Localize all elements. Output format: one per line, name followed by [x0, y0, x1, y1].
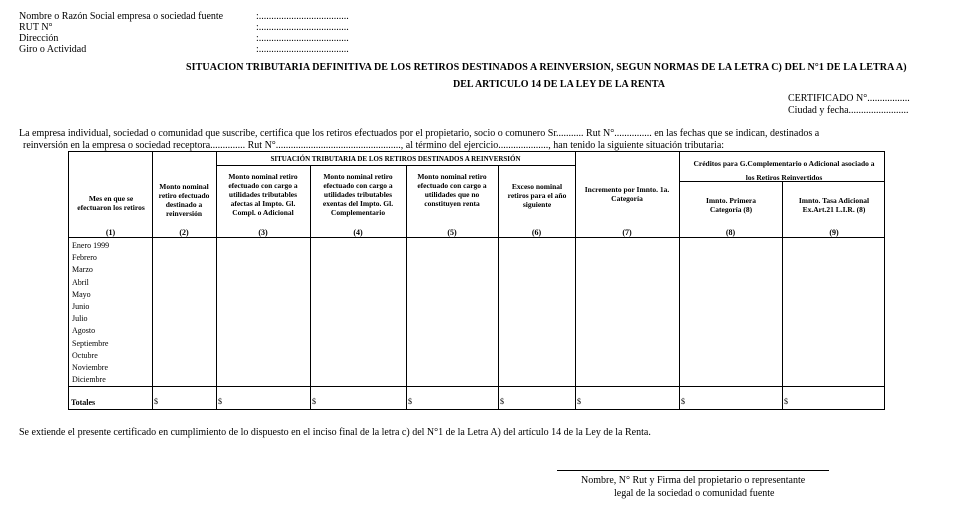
certificate-info	[788, 93, 910, 117]
col-num-7: (7)	[622, 228, 632, 237]
col-num-3: (3)	[258, 228, 268, 237]
col-header-taxable-affected: Monto nominal retiro efectuado con cargo a utilidades tributables afectas al Impto. Gl. Compl. o Adicional	[228, 172, 298, 217]
address-field[interactable]: :....................................	[256, 33, 349, 44]
col-header-increment: Incremento por Imnto. 1a. Categoría	[584, 185, 670, 203]
col-num-5: (5)	[447, 228, 457, 237]
col-header-non-income: Monto nominal retiro efectuado con cargo a utilidades que no constituyen renta	[417, 172, 487, 208]
month-row-label: Julio	[72, 314, 88, 324]
legal-footnote: Se extiende el presente certificado en cumplimiento de lo dispuesto en el inciso final de la letra c) del N°1 de la Letra A) del artículo 14 de la Ley de la Renta.	[19, 427, 651, 438]
rut-label: RUT N°	[19, 22, 53, 33]
month-row-label: Junio	[72, 302, 90, 311]
month-row-label: Noviembre	[72, 363, 108, 372]
month-row-label: Febrero	[72, 253, 97, 263]
month-row-label: Abril	[72, 277, 89, 287]
activity-label: Giro o Actividad	[19, 44, 87, 55]
address-label: Dirección	[19, 33, 59, 44]
col-header-nominal-amount: Monto nominal retiro efectuado destinado a reinversión	[158, 182, 210, 218]
group-header-tax-situation: SITUACIÓN TRIBUTARIA DE LOS RETIROS DESTINADOS A REINVERSIÓN	[270, 155, 521, 163]
col-header-taxable-exempt: Monto nominal retiro efectuado con cargo a utilidades tributables exentas del Impto. Gl. Complementario	[322, 172, 394, 217]
certificate-number[interactable]: CERTIFICADO N°.................	[788, 93, 910, 104]
col-header-month: Mes en que se efectuaron los retiros	[77, 194, 145, 212]
total-cell-7[interactable]: $	[577, 397, 581, 406]
col-num-4: (4)	[353, 228, 363, 237]
month-row-label: Marzo	[72, 265, 93, 275]
group-header-credits: Créditos para G.Complementario o Adicional asociado a los Retiros Reinvertidos	[693, 159, 875, 182]
document-title-line2: DEL ARTICULO 14 DE LA LEY DE LA RENTA	[453, 79, 665, 90]
col-num-9: (9)	[829, 228, 839, 237]
month-row-label: Septiembre	[72, 338, 109, 348]
company-info-fields	[256, 11, 349, 55]
total-cell-2[interactable]: $	[154, 397, 158, 406]
col-num-1: (1)	[105, 228, 116, 237]
company-info-labels	[19, 11, 259, 55]
month-row-label: Diciembre	[72, 375, 106, 385]
company-name-field[interactable]: :....................................	[256, 11, 349, 22]
intro-line2: reinversión en la empresa o sociedad receptora.............. Rut N°.................................................., al término del ejercicio...................., han tenido la siguiente situación tributaria:	[23, 140, 725, 151]
total-cell-5[interactable]: $	[408, 397, 412, 406]
rut-field[interactable]: :....................................	[256, 22, 349, 33]
signature-line[interactable]	[557, 470, 829, 471]
total-cell-4[interactable]: $	[312, 397, 316, 406]
month-row-label: Enero 1999	[72, 241, 110, 250]
city-date[interactable]: Ciudad y fecha........................	[788, 105, 909, 116]
intro-paragraph	[19, 128, 819, 152]
col-num-6: (6)	[531, 228, 542, 237]
totals-label: Totales	[71, 398, 96, 407]
month-row-label: Mayo	[72, 289, 91, 299]
total-cell-8[interactable]: $	[681, 397, 685, 406]
month-row-label: Octubre	[72, 350, 98, 360]
col-header-excess: Exceso nominal retiros para el año siguiente	[507, 182, 567, 209]
activity-field[interactable]: :....................................	[256, 44, 349, 55]
signature-caption-line2: legal de la sociedad o comunidad fuente	[614, 488, 775, 499]
col-num-2: (2)	[179, 228, 189, 237]
col-header-first-category: Imnto. Primera Categoría (8)	[706, 196, 756, 214]
col-header-additional-rate: Imnto. Tasa Adicional Ex.Art.21 L.I.R. (8)	[798, 196, 870, 214]
retiros-table	[68, 151, 885, 410]
document-title-line1: SITUACION TRIBUTARIA DEFINITIVA DE LOS RETIROS DESTINADOS A REINVERSION, SEGUN NORMAS DE LA LETRA C) DEL N°1 DE LA LETRA A)	[186, 62, 907, 73]
col-num-8: (8)	[725, 228, 736, 237]
total-cell-3[interactable]: $	[218, 397, 222, 406]
total-cell-9[interactable]: $	[784, 397, 788, 406]
total-cell-6[interactable]: $	[500, 397, 504, 406]
company-name-label: Nombre o Razón Social empresa o sociedad fuente	[19, 11, 224, 22]
intro-line1: La empresa individual, sociedad o comunidad que suscribe, certifica que los retiros efectuados por el propietario, socio o comunero Sr........... Rut N°............... en las fechas que se indican, destinados a	[19, 128, 820, 139]
month-row-label: Agosto	[72, 326, 96, 336]
signature-caption-line1: Nombre, N° Rut y Firma del propietario o representante	[581, 475, 806, 486]
